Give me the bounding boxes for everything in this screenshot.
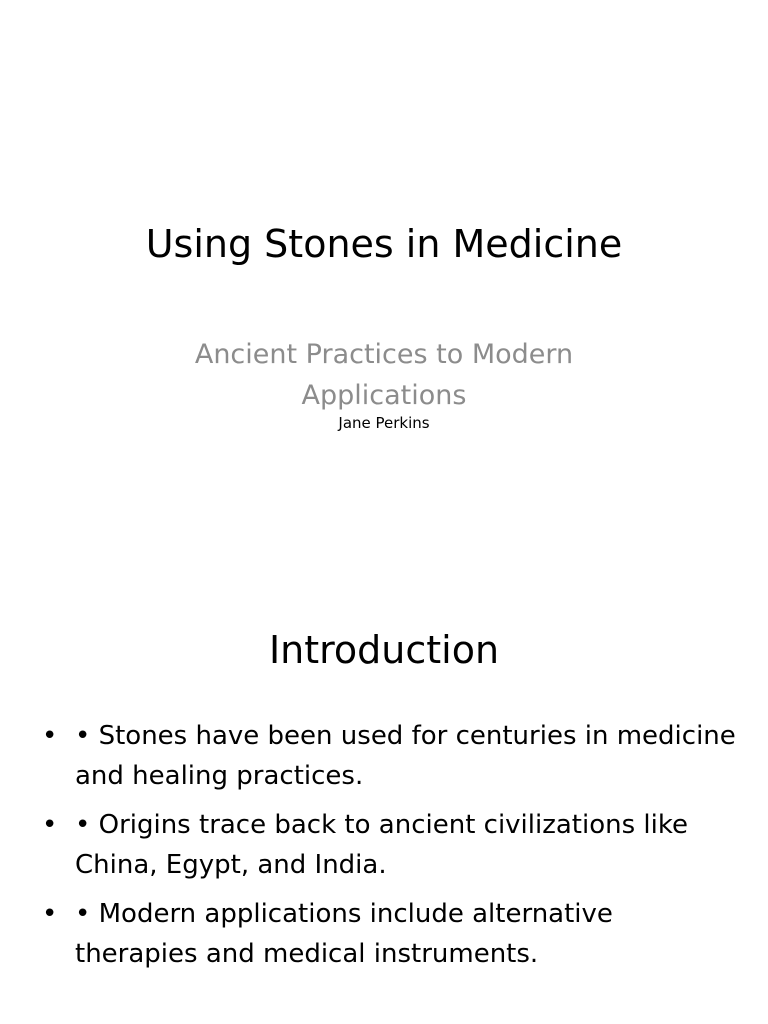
bullet-list	[38, 716, 738, 983]
bullet-text: • Origins trace back to ancient civilizations like China, Egypt, and India.	[75, 810, 688, 880]
slide-title: Using Stones in Medicine	[145, 222, 623, 266]
slide-title: Introduction	[268, 628, 500, 672]
introduction-slide	[0, 576, 768, 1024]
bullet-marker: •	[42, 899, 58, 929]
bullet-text: • Stones have been used for centuries in medicine and healing practices.	[75, 721, 736, 791]
bullet-item	[38, 894, 738, 974]
bullet-text: • Modern applications include alternative therapies and medical instruments.	[75, 899, 613, 969]
bullet-marker: •	[42, 721, 58, 751]
bullet-marker: •	[42, 810, 58, 840]
bullet-item	[38, 716, 738, 796]
slide-subtitle: Ancient Practices to Modern Applications	[194, 339, 574, 411]
author-name: Jane Perkins	[338, 414, 430, 432]
bullet-item	[38, 805, 738, 885]
